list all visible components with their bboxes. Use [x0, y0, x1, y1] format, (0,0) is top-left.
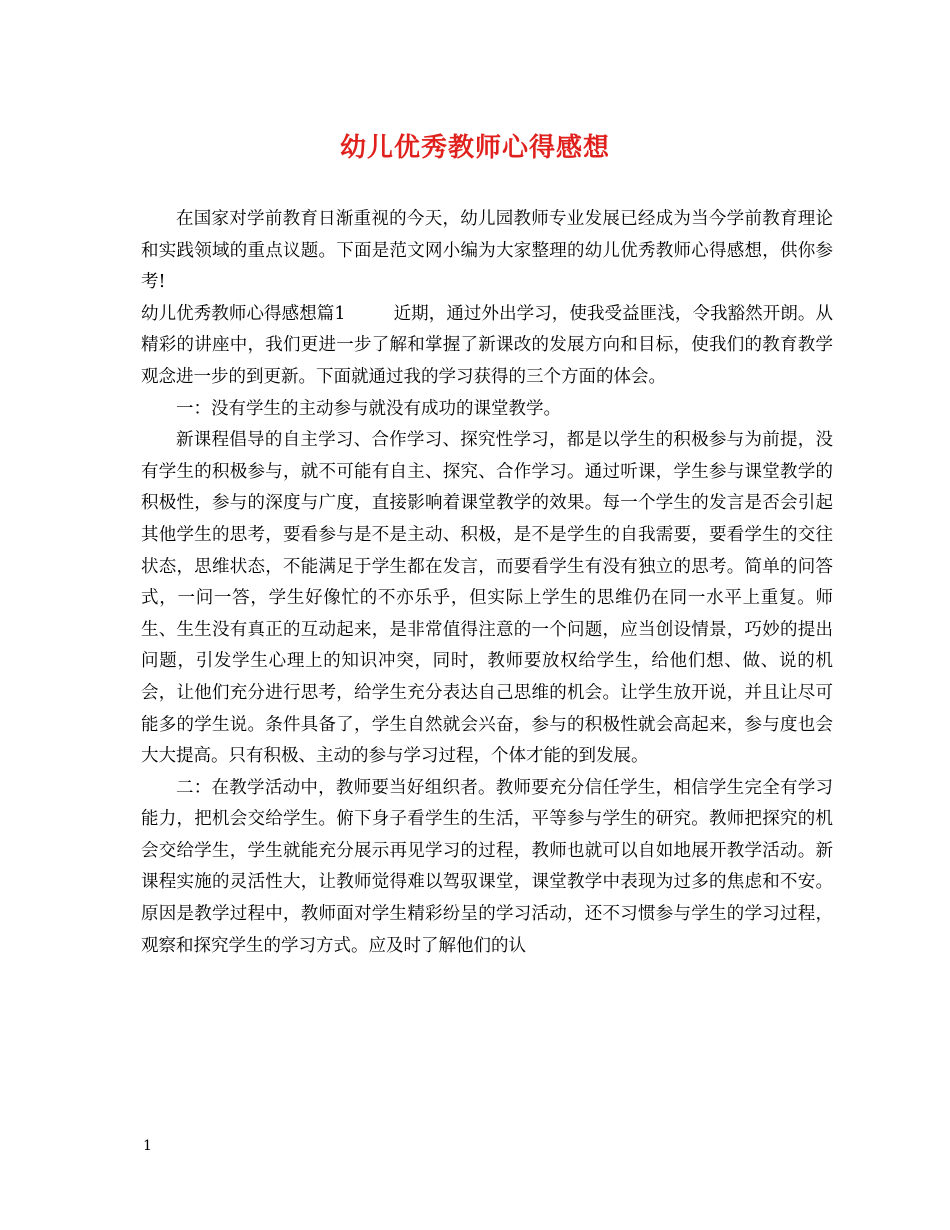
section-text: 近期，通过外出学习，使我受益匪浅，令我豁然开朗。从精彩的讲座中，我们更进一步了解和掌握了新课改的发展方向和目标，使我们的教育教学观念进一步的到更新。下面就通过我的学习获得的三个方面的体会。 [141, 303, 833, 387]
point-two-paragraph: 二：在教学活动中，教师要当好组织者。教师要充分信任学生，相信学生完全有学习能力，把机会交给学生。俯下身子看学生的生活，平等参与学生的研究。教师把探究的机会交给学生，学生就能充分展示再见学习的过程，教师也就可以自如地展开教学活动。新课程实施的灵活性大，让教师觉得难以驾驭课堂，课堂教学中表现为过多的焦虑和不安。原因是教学过程中，教师面对学生精彩纷呈的学习活动，还不习惯参与学生的学习过程，观察和探究学生的学习方式。应及时了解他们的认 [141, 777, 833, 956]
point-one-heading: 一：没有学生的主动参与就没有成功的课堂教学。 [176, 398, 561, 419]
page-number: 1 [143, 1138, 152, 1154]
document-title: 幼儿优秀教师心得感想 [339, 133, 610, 163]
section-paragraph [141, 299, 833, 394]
section-label: 幼儿优秀教师心得感想篇1 [141, 303, 346, 324]
intro-paragraph: 在国家对学前教育日渐重视的今天，幼儿园教师专业发展已经成为当今学前教育理论和实践领域的重点议题。下面是范文网小编为大家整理的幼儿优秀教师心得感想，供你参考! [141, 209, 833, 293]
point-one-body: 新课程倡导的自主学习、合作学习、探究性学习，都是以学生的积极参与为前提，没有学生的积极参与，就不可能有自主、探究、合作学习。通过听课，学生参与课堂教学的积极性，参与的深度与广度，直接影响着课堂教学的效果。每一个学生的发言是否会引起其他学生的思考，要看参与是不是主动、积极，是不是学生的自我需要，要看学生的交往状态，思维状态，不能满足于学生都在发言，而要看学生有没有独立的思考。简单的问答式，一问一答，学生好像忙的不亦乐乎，但实际上学生的思维仍在同一水平上重复。师生、生生没有真正的互动起来，是非常值得注意的一个问题，应当创设情景，巧妙的提出问题，引发学生心理上的知识冲突，同时，教师要放权给学生，给他们想、做、说的机会，让他们充分进行思考，给学生充分表达自己思维的机会。让学生放开说，并且让尽可能多的学生说。条件具备了，学生自然就会兴奋，参与的积极性就会高起来，参与度也会大大提高。只有积极、主动的参与学习过程，个体才能的到发展。 [141, 430, 833, 767]
document-body [141, 204, 833, 962]
